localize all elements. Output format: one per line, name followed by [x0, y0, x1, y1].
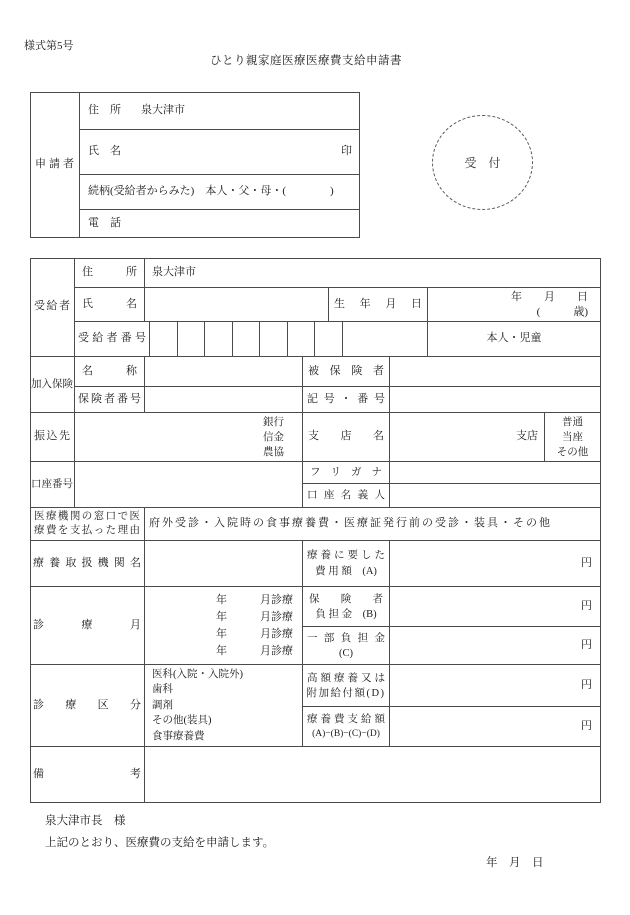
copay-c-field [390, 627, 601, 665]
month-line: 年 月診療 [216, 627, 293, 640]
treatment-month-label [30, 587, 145, 665]
branch-name-field [390, 413, 545, 462]
reception-stamp: 受 付 [432, 115, 533, 210]
recipient-address-value-text: 泉大津市 [152, 265, 196, 278]
insured-person-label [303, 357, 390, 387]
category-item: その他(装具) [152, 715, 212, 727]
recipient-number-label-text: 受 給 者 番 号 [78, 332, 146, 345]
insurance-section-label-text: 加 入 保 険 [31, 378, 73, 390]
remarks-label-text: 備 考 [33, 767, 141, 780]
bank-type-nokyo: 農協 [263, 446, 284, 458]
insurer-number-label [75, 387, 145, 413]
facility-name-field [145, 541, 303, 587]
applicant-relation-row [80, 175, 360, 210]
form-number: 様式第5号 [24, 40, 74, 52]
insurer-number-field [145, 387, 303, 413]
account-type-options [545, 413, 601, 462]
account-number-label [30, 462, 75, 508]
category-item: 調剤 [152, 699, 173, 711]
furigana-field [390, 462, 601, 484]
applicant-name-label: 氏 名 [88, 145, 121, 158]
recipient-number-box [233, 322, 261, 357]
symbol-number-label [303, 387, 390, 413]
insurer-burden-b-label [303, 587, 390, 627]
recipient-number-box [178, 322, 206, 357]
month-line: 年 月診療 [216, 644, 293, 657]
payment-reason-label-line1: 医 療 機 関 の 窓 口 で 医 [34, 511, 140, 522]
remarks-label [30, 747, 145, 803]
yen-unit: 円 [581, 678, 592, 691]
high-cost-d-label [303, 665, 390, 707]
treatment-category-label-text: 診 療 区 分 [33, 698, 141, 711]
recipient-name-field [145, 288, 329, 322]
applicant-section-label [30, 92, 80, 238]
payment-reason-label [30, 508, 145, 541]
applicant-phone-label: 電 話 [88, 216, 121, 229]
cost-a-amount-field [390, 541, 601, 587]
applicant-address-label: 住 所 [88, 103, 121, 116]
birthdate-ymd: 年 月 日 [511, 290, 588, 303]
payment-reason-value-text: 府外受診・入院時の食事療養費・医療証発行前の受診・装具・その他 [149, 517, 552, 530]
recipient-number-box [205, 322, 233, 357]
recipient-name-label-text: 氏 名 [82, 297, 137, 310]
insured-person-label-text: 被 保 険 者 [308, 364, 384, 377]
recipient-number-box [260, 322, 288, 357]
insurer-number-label-text: 保 険 者 番 号 [78, 392, 141, 405]
symbol-number-label-text: 記 号 ・ 番 号 [307, 392, 385, 405]
person-type [428, 322, 601, 357]
applicant-name-row [80, 130, 360, 175]
month-line: 年 月診療 [216, 610, 293, 623]
applicant-section-label-text: 申 請 者 [35, 157, 74, 170]
category-item: 食事療養費 [152, 730, 205, 742]
insured-person-field [390, 357, 601, 387]
insurer-burden-b-line1: 保 険 者 [309, 593, 383, 605]
copay-c-line2: (C) [339, 647, 353, 659]
recipient-number-spare-field [343, 322, 429, 357]
recipient-section-label-text: 受 給 者 [34, 300, 70, 313]
footer-date-line: 年 月 日 [486, 857, 544, 869]
symbol-number-field [390, 387, 601, 413]
applicant-address-row [80, 92, 360, 130]
branch-name-label-text: 支 店 名 [308, 430, 384, 443]
insurer-burden-b-line2: 負 担 金 (B) [315, 608, 377, 620]
bank-type-shinkin: 信金 [263, 431, 284, 443]
furigana-label-text: フ リ ガ ナ [310, 466, 382, 478]
transfer-section-label-text: 振 込 先 [34, 430, 70, 443]
bank-type-bank: 銀行 [263, 416, 284, 428]
insurance-section-label [30, 357, 75, 413]
account-holder-label [303, 484, 390, 508]
cost-a-label-line1: 療 養 に 要 し た [307, 549, 385, 561]
account-type-sonota: その他 [556, 446, 589, 458]
yen-unit: 円 [581, 638, 592, 651]
month-line: 年 月診療 [216, 593, 293, 606]
treatment-month-field [145, 587, 303, 665]
high-cost-d-line2: 附加給付額(D) [306, 687, 386, 699]
payment-reason-value [145, 508, 601, 541]
remarks-field [145, 747, 601, 803]
furigana-label [303, 462, 390, 484]
high-cost-d-line1: 高 額 療 養 又 は [307, 672, 385, 684]
recipient-address-label [75, 258, 145, 288]
applicant-phone-row [80, 210, 360, 238]
applicant-address-value: 泉大津市 [141, 103, 185, 116]
person-type-text: 本人・児童 [486, 332, 542, 345]
recipient-address-label-text: 住 所 [82, 265, 137, 278]
birthdate-label-text: 生 年 月 日 [334, 297, 422, 310]
payment-amount-field [390, 707, 601, 747]
insurance-name-label-text: 名 称 [82, 364, 137, 377]
cost-a-label-line2: 費 用 額 (A) [315, 565, 377, 577]
facility-name-label-text: 療 養 取 扱 機 関 名 [33, 556, 141, 569]
birthdate-age: ( 歳) [536, 305, 588, 318]
recipient-number-label [75, 322, 150, 357]
footer-addressee: 泉大津市長 様 [45, 815, 126, 827]
recipient-name-label [75, 288, 145, 322]
applicant-relation-text: 続柄(受給者からみた) 本人・父・母・( ) [88, 185, 334, 198]
category-item: 歯科 [152, 684, 173, 696]
insurance-name-label [75, 357, 145, 387]
branch-name-label [303, 413, 390, 462]
payment-amount-line1: 療 養 費 支 給 額 [307, 713, 385, 725]
account-holder-field [390, 484, 601, 508]
copay-c-line1: 一 部 負 担 金 [307, 632, 385, 644]
recipient-number-box [150, 322, 178, 357]
branch-suffix-text: 支店 [516, 430, 538, 443]
bank-name-field [75, 413, 303, 462]
copay-c-label [303, 627, 390, 665]
account-number-field [75, 462, 303, 508]
insurer-burden-b-field [390, 587, 601, 627]
insurance-name-field [145, 357, 303, 387]
yen-unit: 円 [581, 556, 592, 569]
account-holder-label-text: 口 座 名 義 人 [307, 489, 385, 501]
account-type-toza: 当座 [562, 431, 583, 443]
account-number-label-text: 口 座 番 号 [31, 478, 73, 490]
treatment-category-field [145, 665, 303, 747]
footer-declaration: 上記のとおり、医療費の支給を申請します。 [45, 837, 275, 849]
high-cost-d-field [390, 665, 601, 707]
payment-reason-label-line2: 療 費 を 支 払 っ た 理 由 [34, 525, 140, 536]
page-title: ひとり親家庭医療医療費支給申請書 [210, 55, 402, 67]
facility-name-label [30, 541, 145, 587]
seal-mark: 印 [341, 145, 352, 158]
birthdate-label [329, 288, 428, 322]
recipient-address-value [145, 258, 601, 288]
birthdate-field [428, 288, 601, 322]
recipient-number-box [288, 322, 316, 357]
transfer-section-label [30, 413, 75, 462]
recipient-number-box [315, 322, 343, 357]
account-type-futsu: 普通 [562, 416, 583, 428]
treatment-month-label-text: 診 療 月 [33, 618, 141, 631]
payment-amount-label [303, 707, 390, 747]
category-item: 医科(入院・入院外) [152, 668, 243, 680]
recipient-section-label [30, 258, 75, 357]
treatment-category-label [30, 665, 145, 747]
yen-unit: 円 [581, 719, 592, 732]
payment-amount-formula: (A)−(B)−(C)−(D) [312, 728, 380, 739]
cost-a-label [303, 541, 390, 587]
yen-unit: 円 [581, 599, 592, 612]
